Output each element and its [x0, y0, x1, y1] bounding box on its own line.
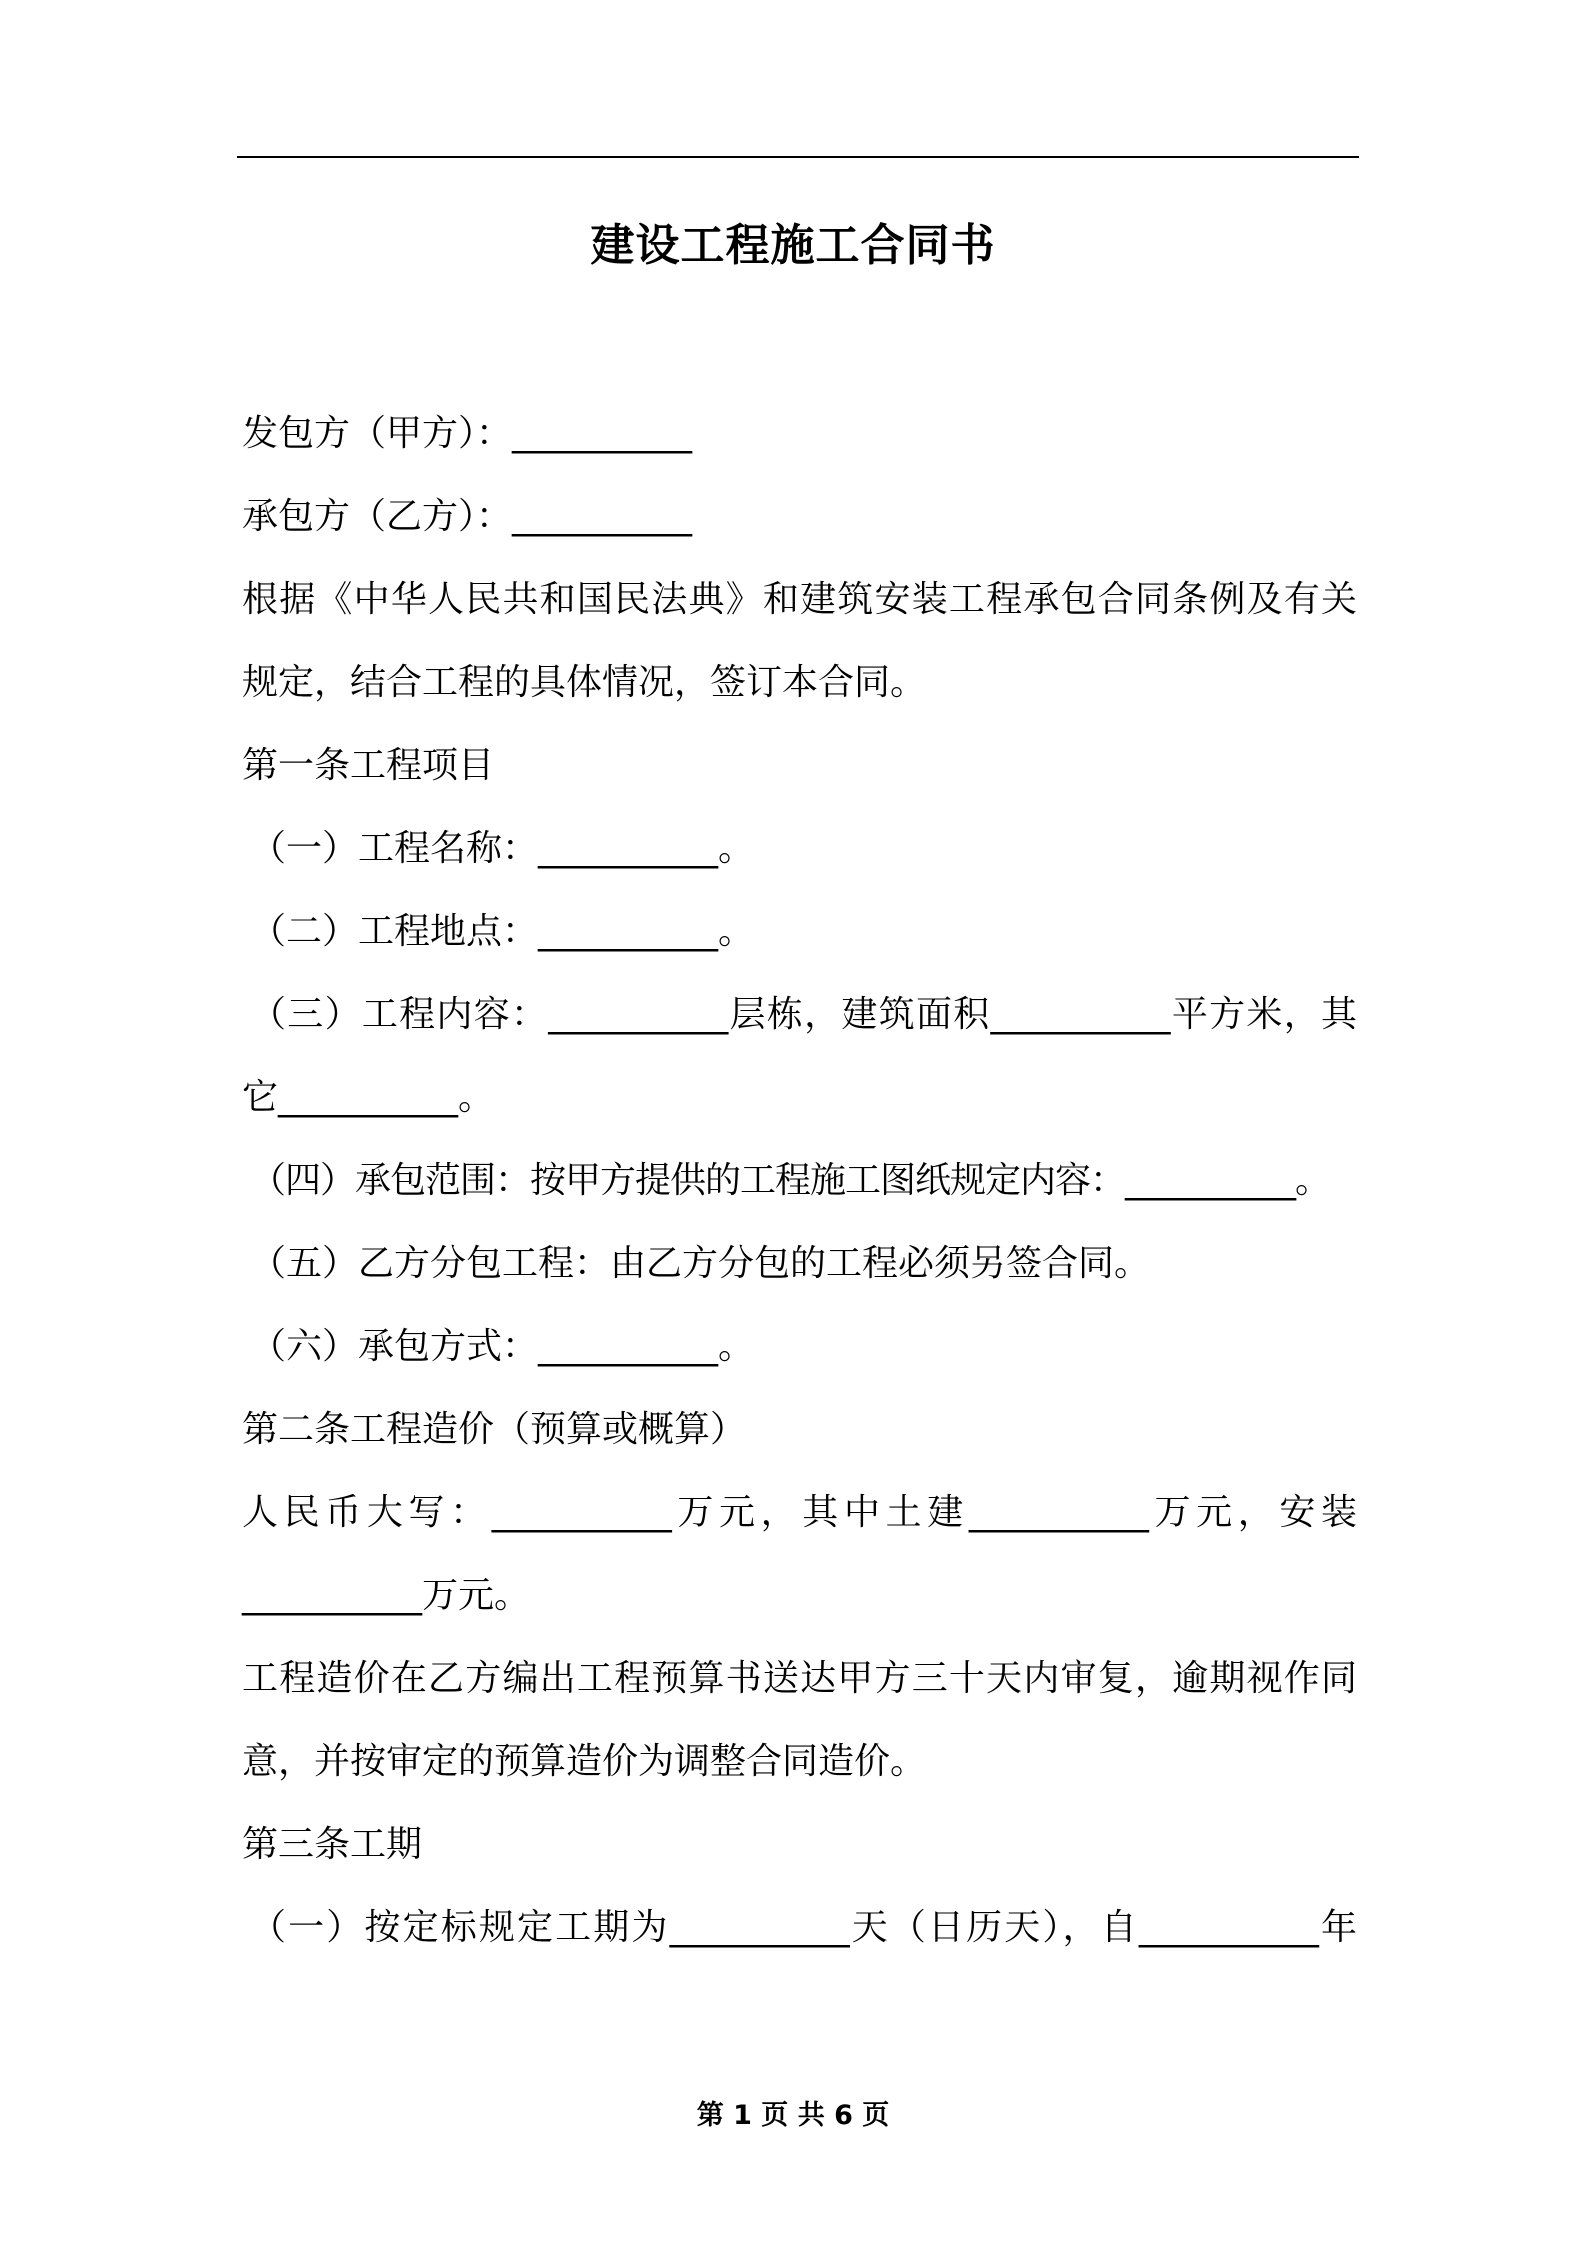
party-b-line: 承包方（乙方）：__________ [242, 496, 693, 537]
review-line-1: 工程造价在乙方编出工程预算书送达甲方三十天内审复，逾期视作同 [242, 1658, 1357, 1699]
header-rule [237, 156, 1359, 158]
preamble-line-1: 根据《中华人民共和国民法典》和建筑安装工程承包合同条例及有关 [242, 579, 1357, 620]
article-2-heading: 第二条工程造价（预算或概算） [242, 1409, 747, 1450]
document-title: 建设工程施工合同书 [590, 220, 996, 271]
price-line-1: 人民币大写：__________万元，其中土建__________万元，安装 [242, 1492, 1357, 1533]
article-3-heading: 第三条工期 [242, 1824, 423, 1865]
subcontract-line: （五）乙方分包工程：由乙方分包的工程必须另签合同。 [250, 1243, 1151, 1284]
page-footer: 第 1 页 共 6 页 [696, 2100, 890, 2131]
price-line-2: __________万元。 [242, 1575, 531, 1616]
preamble-line-2: 规定，结合工程的具体情况，签订本合同。 [242, 662, 927, 703]
article-1-heading: 第一条工程项目 [242, 745, 495, 786]
schedule-line-1: （一）按定标规定工期为__________天（日历天），自__________年 [250, 1907, 1357, 1948]
party-a-line: 发包方（甲方）：__________ [242, 413, 693, 454]
contract-method-line: （六）承包方式：__________。 [250, 1326, 755, 1367]
project-location-line: （二）工程地点：__________。 [250, 911, 755, 952]
contract-scope-line: （四）承包范围：按甲方提供的工程施工图纸规定内容：__________。 [250, 1160, 1331, 1201]
project-name-line: （一）工程名称：__________。 [250, 828, 755, 869]
project-content-line-1: （三）工程内容：__________层栋，建筑面积__________平方米，其 [250, 994, 1357, 1035]
project-content-line-2: 它__________。 [242, 1077, 495, 1118]
review-line-2: 意，并按审定的预算造价为调整合同造价。 [242, 1741, 927, 1782]
